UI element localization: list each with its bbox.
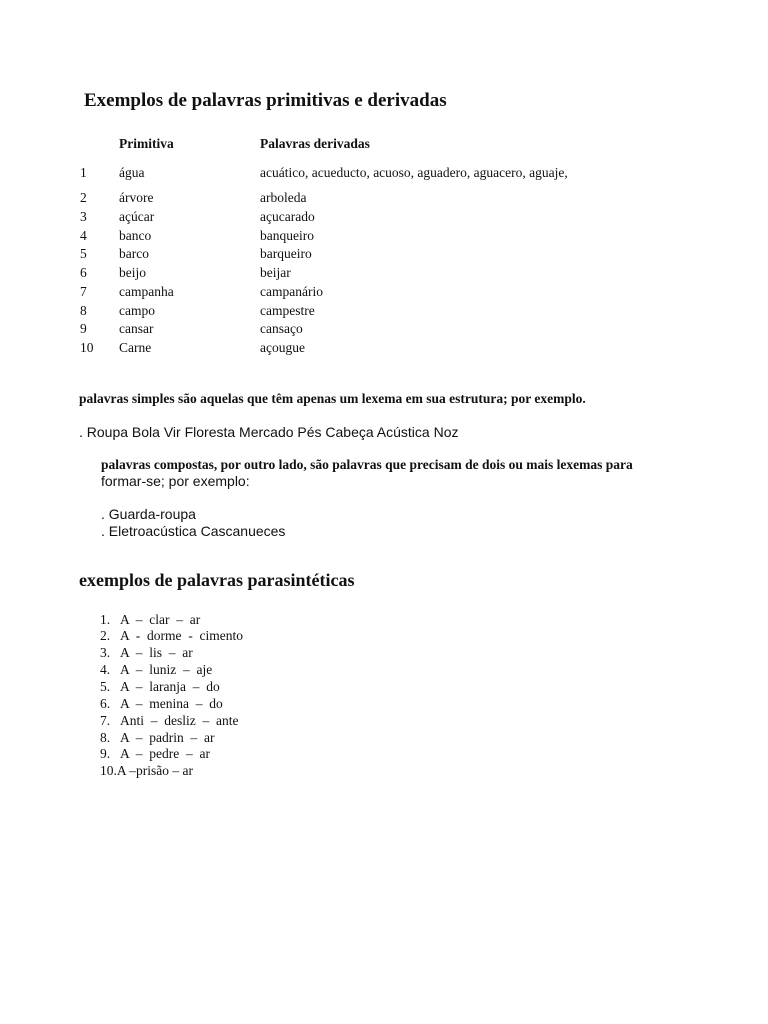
- list-number: 10.: [100, 763, 117, 778]
- list-item: [100, 645, 193, 661]
- list-number: 4.: [100, 662, 111, 677]
- derived-words: açougue: [260, 340, 305, 355]
- primitive-word: campanha: [119, 284, 174, 299]
- row-number: 1: [80, 165, 87, 180]
- primitive-word: Carne: [119, 340, 152, 355]
- word-parts: A – padrin – ar: [120, 730, 215, 745]
- primitive-word: cansar: [119, 321, 154, 336]
- list-item: [100, 612, 200, 628]
- list-item: [100, 713, 238, 729]
- table-header-derived: Palavras derivadas: [260, 136, 370, 151]
- primitive-word: barco: [119, 246, 149, 261]
- list-number: 9.: [100, 746, 111, 761]
- word-parts: Anti – desliz – ante: [120, 713, 239, 728]
- compostas-definition-continued: formar-se; por exemplo:: [101, 473, 250, 489]
- section-title: exemplos de palavras parasintéticas: [79, 570, 355, 590]
- primitive-word: beijo: [119, 265, 146, 280]
- derived-words: acuático, acueducto, acuoso, aguadero, aguacero, aguaje,: [260, 165, 568, 180]
- list-item: [100, 746, 210, 762]
- word-parts: A – luniz – aje: [120, 662, 213, 677]
- row-number: 3: [80, 209, 87, 224]
- list-item: [100, 679, 220, 695]
- list-number: 1.: [100, 612, 111, 627]
- list-number: 2.: [100, 628, 111, 643]
- list-item: [100, 763, 193, 779]
- page-title: Exemplos de palavras primitivas e derivadas: [84, 90, 447, 111]
- word-parts: A - dorme - cimento: [120, 628, 243, 643]
- row-number: 9: [80, 321, 87, 336]
- word-parts: A –prisão – ar: [116, 763, 193, 778]
- derived-words: açucarado: [260, 209, 315, 224]
- primitive-word: açúcar: [119, 209, 155, 224]
- simples-definition: palavras simples são aquelas que têm apenas um lexema em sua estrutura; por exemplo.: [79, 391, 586, 406]
- list-number: 3.: [100, 645, 111, 660]
- row-number: 4: [80, 228, 87, 243]
- row-number: 8: [80, 303, 87, 318]
- row-number: 10: [80, 340, 94, 355]
- list-number: 8.: [100, 730, 111, 745]
- derived-words: barqueiro: [260, 246, 312, 261]
- row-number: 5: [80, 246, 87, 261]
- simples-examples: . Roupa Bola Vir Floresta Mercado Pés Cabeça Acústica Noz: [79, 424, 459, 440]
- word-parts: A – pedre – ar: [120, 746, 210, 761]
- word-parts: A – laranja – do: [120, 679, 220, 694]
- list-number: 5.: [100, 679, 111, 694]
- list-number: 6.: [100, 696, 111, 711]
- derived-words: cansaço: [260, 321, 303, 336]
- word-parts: A – clar – ar: [120, 612, 201, 627]
- compostas-definition: palavras compostas, por outro lado, são palavras que precisam de dois ou mais lexemas para: [101, 457, 633, 472]
- row-number: 6: [80, 265, 87, 280]
- list-item: [100, 730, 214, 746]
- row-number: 2: [80, 190, 87, 205]
- word-parts: A – lis – ar: [120, 645, 193, 660]
- derived-words: arboleda: [260, 190, 307, 205]
- primitive-word: campo: [119, 303, 155, 318]
- table-header-primitive: Primitiva: [119, 136, 174, 151]
- derived-words: beijar: [260, 265, 291, 280]
- list-number: 7.: [100, 713, 111, 728]
- list-item: [100, 628, 243, 644]
- list-item: [100, 662, 212, 678]
- primitive-word: água: [119, 165, 145, 180]
- derived-words: campanário: [260, 284, 323, 299]
- word-parts: A – menina – do: [120, 696, 223, 711]
- compostas-example: . Eletroacústica Cascanueces: [101, 523, 286, 539]
- derived-words: banqueiro: [260, 228, 314, 243]
- primitive-word: árvore: [119, 190, 154, 205]
- list-item: [100, 696, 223, 712]
- row-number: 7: [80, 284, 87, 299]
- primitive-word: banco: [119, 228, 152, 243]
- compostas-example: . Guarda-roupa: [101, 506, 196, 522]
- derived-words: campestre: [260, 303, 315, 318]
